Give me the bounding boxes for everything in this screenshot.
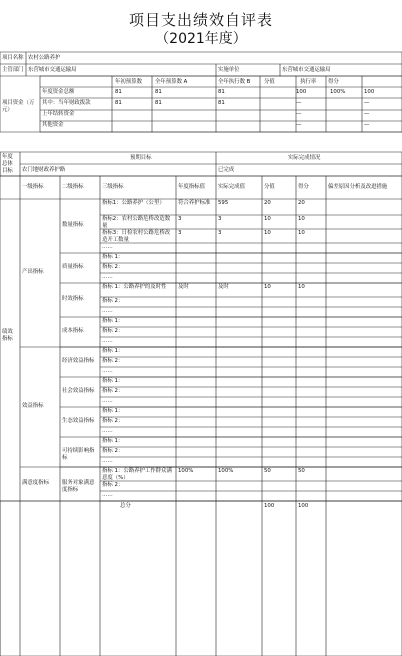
satisfaction-group-name: 服务对象满意度指标: [62, 480, 95, 493]
dept-label: 主管部门: [2, 67, 24, 73]
funds-label: 项目资金（万元）: [2, 100, 35, 113]
output-group-name: 成本指标: [62, 328, 84, 334]
unit-label: 实施单位: [218, 67, 240, 73]
indicator-header: 得分: [298, 184, 309, 190]
unit-name: 东营城市交通运输局: [282, 67, 331, 73]
funds-value: —: [296, 111, 302, 117]
output-item-target: 及时: [178, 284, 189, 290]
indicator-header: 分值: [264, 184, 275, 190]
satisfaction-item-score: 50: [264, 468, 271, 474]
funds-value: —: [364, 122, 370, 128]
indicator-header: 二级指标: [62, 184, 84, 190]
dept-name: 东营城市交通运输局: [28, 67, 77, 73]
output-item-name: 指标 1：公路养护的及时性: [102, 284, 167, 290]
page-title: 项目支出绩效自评表: [128, 11, 273, 29]
output-item-actual: 595: [218, 200, 229, 206]
benefit-item-name: 指标 2：: [102, 358, 124, 364]
satisfaction-item-name: 指标 1：公路养护工作群众满意度（%）: [102, 468, 172, 481]
output-item-got: 20: [298, 200, 305, 206]
funds-col-header: 得分: [328, 79, 339, 85]
output-item-name: 指标 2：: [102, 328, 124, 334]
satisfaction-item-name: ……: [102, 492, 113, 498]
indicator-header: 偏差原因分析及改进措施: [328, 184, 388, 190]
funds-col-header: 年初预算数: [115, 79, 142, 85]
output-item-score: 20: [264, 200, 271, 206]
funds-value: 81: [115, 100, 122, 106]
funds-col-header: 执行率: [300, 79, 317, 85]
goal-expected: 农门地财政养护路: [22, 167, 66, 173]
output-item-got: 10: [298, 216, 305, 222]
output-item-score: 10: [264, 284, 271, 290]
output-item-actual: 3: [218, 230, 222, 236]
benefit-item-name: 指标 1：: [102, 348, 124, 354]
goal-actual-label: 实际完成情况: [288, 155, 321, 161]
output-item-target: 3: [178, 230, 182, 236]
output-item-name: 指标3：日检农村公路危桥改造开工数量: [102, 230, 171, 243]
output-item-actual: 及时: [218, 284, 229, 290]
indicator-header: 一级指标: [22, 184, 44, 190]
indicator-header: 年度指标值: [178, 184, 205, 190]
benefit-item-name: ……: [102, 458, 113, 464]
funds-value: —: [364, 100, 370, 106]
funds-value: 100: [296, 89, 307, 95]
goal-actual: 已完成: [218, 167, 235, 173]
satisfaction-item-name: 指标 2：: [102, 482, 124, 488]
benefit-item-name: 指标 1：: [102, 378, 124, 384]
output-label: 产出指标: [22, 269, 44, 275]
benefit-item-name: ……: [102, 368, 113, 374]
benefit-group-name: 经济效益指标: [62, 358, 95, 364]
benefit-group-name: 生态效益指标: [62, 418, 95, 424]
output-item-name: 指标 1：: [102, 318, 124, 324]
output-item-name: 指标 2：: [102, 264, 124, 270]
output-item-name: 指标 1：: [102, 254, 124, 260]
output-item-target: 符合养护标准: [178, 200, 211, 206]
funds-value: 81: [218, 100, 225, 106]
output-group-name: 时效指标: [62, 296, 84, 302]
output-item-target: 3: [178, 216, 182, 222]
output-item-score: 10: [264, 230, 271, 236]
output-item-name: 指标2：农村公路危桥改造数量: [102, 216, 171, 229]
output-item-name: 指标1：公路养护（公里）: [102, 200, 165, 206]
satisfaction-item-got: 50: [298, 468, 305, 474]
total-got: 100: [298, 503, 309, 509]
funds-row-name: 年度资金总额: [42, 89, 75, 95]
funds-row-name: 上年结转资金: [42, 111, 75, 117]
funds-row-name: 其他资金: [42, 122, 64, 128]
output-item-name: ……: [102, 338, 113, 344]
funds-value: 81: [155, 100, 162, 106]
goal-expected-label: 预期目标: [130, 155, 152, 161]
output-item-name: ……: [102, 274, 113, 280]
funds-value: 81: [155, 89, 162, 95]
funds-value: —: [296, 122, 302, 128]
funds-col-header: 分值: [264, 79, 275, 85]
satisfaction-item-actual: 100%: [218, 468, 234, 474]
performance-label: 绩效指标: [2, 329, 13, 342]
benefit-item-name: 指标 2：: [102, 388, 124, 394]
benefit-item-name: 指标 2：: [102, 448, 124, 454]
funds-value: —: [296, 100, 302, 106]
satisfaction-item-target: 100%: [178, 468, 194, 474]
output-group-name: 数量指标: [62, 222, 84, 228]
funds-col-header: 全年预算数 A: [155, 79, 188, 85]
project-name: 农村公路养护: [28, 55, 61, 61]
output-item-score: 10: [264, 216, 271, 222]
funds-value: 81: [115, 89, 122, 95]
output-item-got: 10: [298, 284, 305, 290]
project-name-label: 项目名称: [2, 55, 24, 61]
output-item-got: 10: [298, 230, 305, 236]
benefit-label: 效益指标: [22, 403, 44, 409]
funds-value: 100%: [330, 89, 346, 95]
benefit-item-name: ……: [102, 428, 113, 434]
benefit-item-name: 指标 1：: [102, 408, 124, 414]
funds-value: —: [364, 111, 370, 117]
total-score: 100: [264, 503, 275, 509]
funds-row-name: 其中：当年财政拨款: [42, 100, 91, 106]
benefit-item-name: ……: [102, 398, 113, 404]
output-item-name: ……: [102, 244, 113, 250]
output-item-name: ……: [102, 308, 113, 314]
output-group-name: 质量指标: [62, 264, 84, 270]
funds-value: 100: [364, 89, 375, 95]
benefit-item-name: 指标 1：: [102, 438, 124, 444]
output-item-actual: 3: [218, 216, 222, 222]
benefit-item-name: 指标 2：: [102, 418, 124, 424]
output-item-name: 指标 2：: [102, 298, 124, 304]
year-subtitle: （2021年度）: [155, 31, 247, 47]
funds-col-header: 全年执行数 B: [218, 79, 251, 85]
benefit-group-name: 社会效益指标: [62, 388, 95, 394]
benefit-group-name: 可持续影响指标: [62, 448, 95, 461]
indicator-header: 实际完成值: [218, 184, 245, 190]
indicator-header: 三级指标: [102, 184, 124, 190]
funds-value: 81: [218, 89, 225, 95]
satisfaction-label: 满意度指标: [22, 480, 49, 486]
goal-label: 年度总体目标: [2, 154, 13, 174]
total-label: 总分: [120, 503, 131, 509]
